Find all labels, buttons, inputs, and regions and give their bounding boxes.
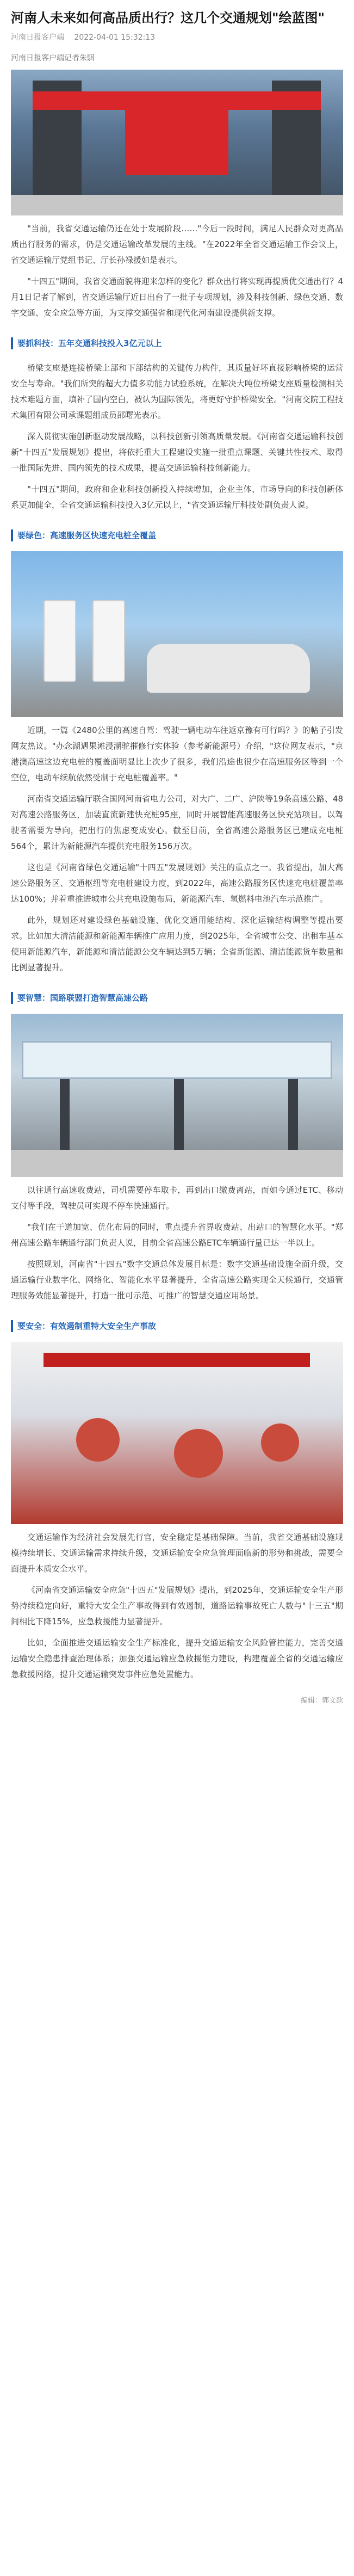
body-paragraph: 近期，一篇《2480公里的高速自驾：驾驶一辆电动车往返京豫有可行吗？》的帖子引发网友热议。"办念湖遇果滩浸潮驼摧修行实体验（参考新能源号）介绍，"这位网友表示，"京港澳高速这边充电桩的覆盖面明显比上次少了很多，我们沿途也很少在高速服务区等到一个空位，电动车续航依然受制于充电桩覆盖率。" [11, 725, 343, 782]
photo-charging-station [11, 551, 343, 717]
body-paragraph: 交通运输作为经济社会发展先行官，安全稳定是基础保障。当前，我省交通基础设施规模持续增长、交通运输需求持续升级，交通运输安全应急管理面临新的形势和挑战，需要全面提升本质安全水平。 [11, 1532, 343, 1574]
hero-photo-bridge-bearing-test [11, 70, 343, 215]
body-paragraph: "我们在干道加宽、优化布局的同时，重点提升省界收费站、出站口的智慧化水平。"郑州高速公路车辆通行部门负责人说，目前全省高速公路ETC车辆通行量已达一半以上。 [11, 1222, 343, 1248]
article-meta [11, 32, 343, 42]
section-heading-green: 要绿色：高速服务区快速充电桩全覆盖 [11, 529, 156, 541]
body-paragraph: 此外，规划还对建设绿色基础设施、优化交通用能结构、深化运输结构调整等提出要求。比如加大清洁能源和新能源车辆推广应用力度，到2025年，全省城市公交、出租车基本使用新能源汽车，新能源和清洁能源公交车辆达到5万辆；全省新能源、清洁能源货车数量和比例显著提升。 [11, 915, 343, 972]
section-heading-safety: 要安全：有效遏制重特大安全生产事故 [11, 1320, 156, 1332]
publish-date: 2022-04-01 15:32:13 [74, 33, 156, 42]
body-paragraph: 比如，全面推进交通运输安全生产标准化，提升交通运输安全风险管控能力，完善交通运输安全隐患排查治理体系；加强交通运输应急救援能力建设，构建覆盖全省的交通运输应急救援网络，提升交通运输突发事件应急处置能力。 [11, 1638, 343, 1679]
section-heading-tech: 要抓科技：五年交通科技投入3亿元以上 [11, 337, 162, 349]
intro-paragraph: "十四五"期间，我省交通面貌将迎来怎样的变化？群众出行将实现再提质优交通出行？4月1日记者了解到，省交通运输厅近日出台了一批子专项规划，涉及科技创新、绿色交通、数字交通、安全应急等方面，为支撑交通强省和现代化河南建设提供新支撑。 [11, 276, 343, 318]
section-heading-smart: 要智慧：国路联盟打造智慧高速公路 [11, 992, 148, 1004]
intro-paragraph: "当前，我省交通运输仍还在处于发展阶段……"今后一段时间，满足人民群众对更高品质出行服务的需求，仍是交通运输改革发展的主线。"在2022年全省交通运输工作会议上，省交通运输厅党组书记、厅长孙禄援如是表示。 [11, 224, 343, 265]
body-paragraph: 桥梁支座是连接桥梁上部和下部结构的关键传力构件，其质量好坏直接影响桥梁的运营安全与寿命。"我们所突的超大力值多功能力试验系统，在解决大吨位桥梁支座质量检测相关技术难题方面，填补了国内空白，被认为国际领先，将更好守护桥梁安全。"河南交院工程技术集团有限公司承课题组成员邵曙光表示。 [11, 363, 343, 420]
source-name[interactable]: 河南日报客户端 [11, 33, 64, 42]
photo-first-aid-training [11, 1342, 343, 1524]
body-paragraph: "十四五"期间，政府和企业科技创新投入持续增加，企业主体、市场导向的科技创新体系更加健全，全省交通运输科技投入3亿元以上，"省交通运输厅科技处副负责人说。 [11, 484, 343, 510]
body-paragraph: 河南省交通运输厅联合国网河南省电力公司，对大广、二广、沪陕等19条高速公路、48对高速公路服务区，加装直流新建快充桩95座，同时开展智能高速服务区快充站项目。以驾驶者需要为导向，把出行的焦虑变成安心。截至目前，全省高速公路服务区已建成充电桩564个，累计为新能源汽车提供充电服务156万次。 [11, 794, 343, 851]
body-paragraph: 深入贯彻实施创新驱动发展战略，以科技创新引领高质量发展。《河南省交通运输科技创新"十四五"发展规划》提出，将依托重大工程建设实施一批重点课题、关键共性技术、取得一批国际先进、国内领先的技术成果，提高交通运输科技创新能力。 [11, 432, 343, 473]
body-paragraph: 《河南省交通运输安全应急"十四五"发展规划》提出，到2025年，交通运输安全生产形势持续稳定向好，重特大安全生产事故得到有效遏制，道路运输事故死亡人数与"十三五"期间相比下降15%，应急救援能力显著提升。 [11, 1585, 343, 1626]
editor-credit: 编辑：郭文歆 [300, 1697, 343, 1705]
body-paragraph: 这也是《河南省绿色交通运输"十四五"发展规划》关注的重点之一。我省提出，加大高速公路服务区、交通枢纽等充电桩建设力度，到2022年，高速公路服务区快速充电桩覆盖率达100%；并着重推进城市公共充电设施布局，新能源汽车、氢燃料电池汽车示范推广。 [11, 862, 343, 904]
article-title: 河南人未来如何高品质出行？这几个交通规划"绘蓝图" [11, 10, 325, 26]
body-paragraph: 以往通行高速收费站，司机需要停车取卡，再到出口缴费离站，而如今通过ETC、移动支付等手段，驾驶员可实现不停车快速通行。 [11, 1185, 343, 1211]
body-paragraph: 按照规划，河南省"十四五"数字交通总体发展目标是：数字交通基础设施全面升级，交通运输行业数字化、网络化、智能化水平显著提升，全省高速公路实现全天候通行，交通管理服务效能显著提升，打造一批可示范、可推广的智慧交通应用场景。 [11, 1259, 343, 1301]
byline: 河南日报客户端记者朱駬 [11, 54, 95, 63]
photo-toll-station [11, 1014, 343, 1177]
